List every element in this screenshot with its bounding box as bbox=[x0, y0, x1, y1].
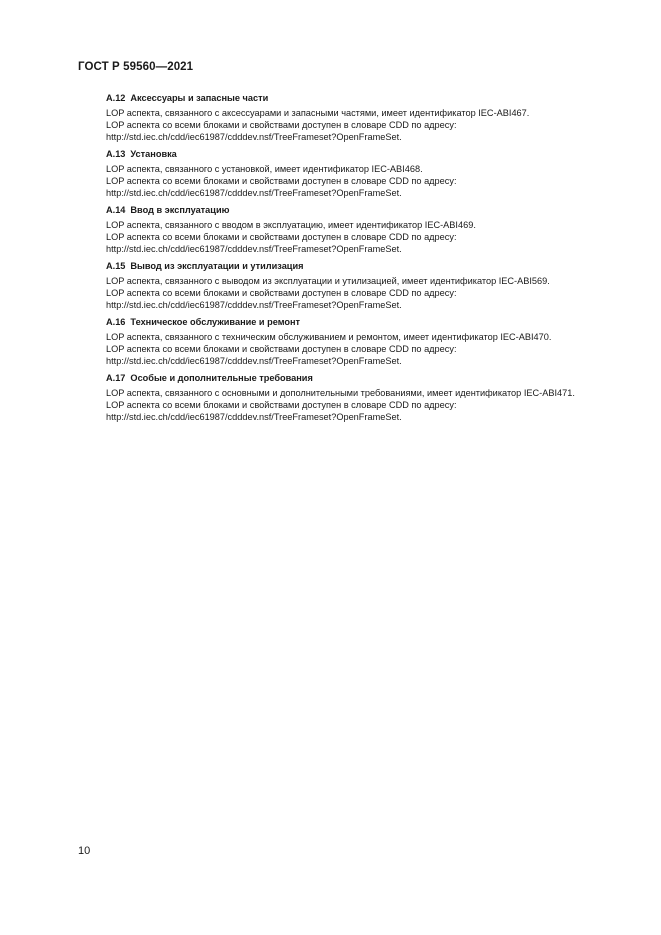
section-text-line: LOP аспекта со всеми блоками и свойствами доступен в словаре CDD по адресу: bbox=[106, 176, 457, 186]
section-a12 bbox=[106, 92, 626, 143]
section-text-line: LOP аспекта, связанного с выводом из эксплуатации и утилизацией, имеет идентификатор IEC-ABI569. bbox=[106, 276, 550, 286]
section-title: Вывод из эксплуатации и утилизация bbox=[130, 261, 304, 271]
document-code-header: ГОСТ Р 59560—2021 bbox=[78, 61, 194, 73]
section-heading bbox=[106, 92, 626, 104]
section-number: A.13 bbox=[106, 149, 126, 159]
section-text-line: LOP аспекта со всеми блоками и свойствами доступен в словаре CDD по адресу: bbox=[106, 232, 457, 242]
section-heading bbox=[106, 316, 626, 328]
section-url-line: http://std.iec.ch/cdd/iec61987/cdddev.nsf/TreeFrameset?OpenFrameSet. bbox=[106, 300, 402, 310]
section-title: Техническое обслуживание и ремонт bbox=[130, 317, 301, 327]
section-url-line: http://std.iec.ch/cdd/iec61987/cdddev.nsf/TreeFrameset?OpenFrameSet. bbox=[106, 244, 402, 254]
section-text-line: LOP аспекта со всеми блоками и свойствами доступен в словаре CDD по адресу: bbox=[106, 120, 457, 130]
section-number: A.14 bbox=[106, 205, 126, 215]
section-text-line: LOP аспекта, связанного с установкой, имеет идентификатор IEC-ABI468. bbox=[106, 164, 423, 174]
section-number: A.17 bbox=[106, 373, 126, 383]
section-number: A.16 bbox=[106, 317, 126, 327]
section-text-line: LOP аспекта, связанного с основными и дополнительными требованиями, имеет идентификатор IEC-ABI471. bbox=[106, 388, 575, 398]
section-a16 bbox=[106, 316, 626, 367]
section-title: Ввод в эксплуатацию bbox=[130, 205, 230, 215]
section-url-line: http://std.iec.ch/cdd/iec61987/cdddev.nsf/TreeFrameset?OpenFrameSet. bbox=[106, 356, 402, 366]
page-number: 10 bbox=[78, 845, 91, 857]
section-a13 bbox=[106, 148, 626, 199]
section-a14 bbox=[106, 204, 626, 255]
section-url-line: http://std.iec.ch/cdd/iec61987/cdddev.nsf/TreeFrameset?OpenFrameSet. bbox=[106, 412, 402, 422]
section-title: Установка bbox=[130, 149, 177, 159]
section-title: Аксессуары и запасные части bbox=[130, 93, 269, 103]
section-heading bbox=[106, 372, 626, 384]
section-heading bbox=[106, 148, 626, 160]
section-text-line: LOP аспекта, связанного с техническим обслуживанием и ремонтом, имеет идентификатор IEC-ABI470. bbox=[106, 332, 552, 342]
section-heading bbox=[106, 204, 626, 216]
document-body bbox=[106, 92, 626, 428]
section-text-line: LOP аспекта со всеми блоками и свойствами доступен в словаре CDD по адресу: bbox=[106, 288, 457, 298]
section-title: Особые и дополнительные требования bbox=[130, 373, 313, 383]
section-heading bbox=[106, 260, 626, 272]
section-text-line: LOP аспекта, связанного с вводом в эксплуатацию, имеет идентификатор IEC-ABI469. bbox=[106, 220, 476, 230]
section-number: A.15 bbox=[106, 261, 126, 271]
section-a17 bbox=[106, 372, 626, 423]
section-url-line: http://std.iec.ch/cdd/iec61987/cdddev.nsf/TreeFrameset?OpenFrameSet. bbox=[106, 132, 402, 142]
section-text-line: LOP аспекта, связанного с аксессуарами и запасными частями, имеет идентификатор IEC-ABI467. bbox=[106, 108, 530, 118]
section-text-line: LOP аспекта со всеми блоками и свойствами доступен в словаре CDD по адресу: bbox=[106, 400, 457, 410]
section-number: A.12 bbox=[106, 93, 126, 103]
section-a15 bbox=[106, 260, 626, 311]
section-text-line: LOP аспекта со всеми блоками и свойствами доступен в словаре CDD по адресу: bbox=[106, 344, 457, 354]
section-url-line: http://std.iec.ch/cdd/iec61987/cdddev.nsf/TreeFrameset?OpenFrameSet. bbox=[106, 188, 402, 198]
